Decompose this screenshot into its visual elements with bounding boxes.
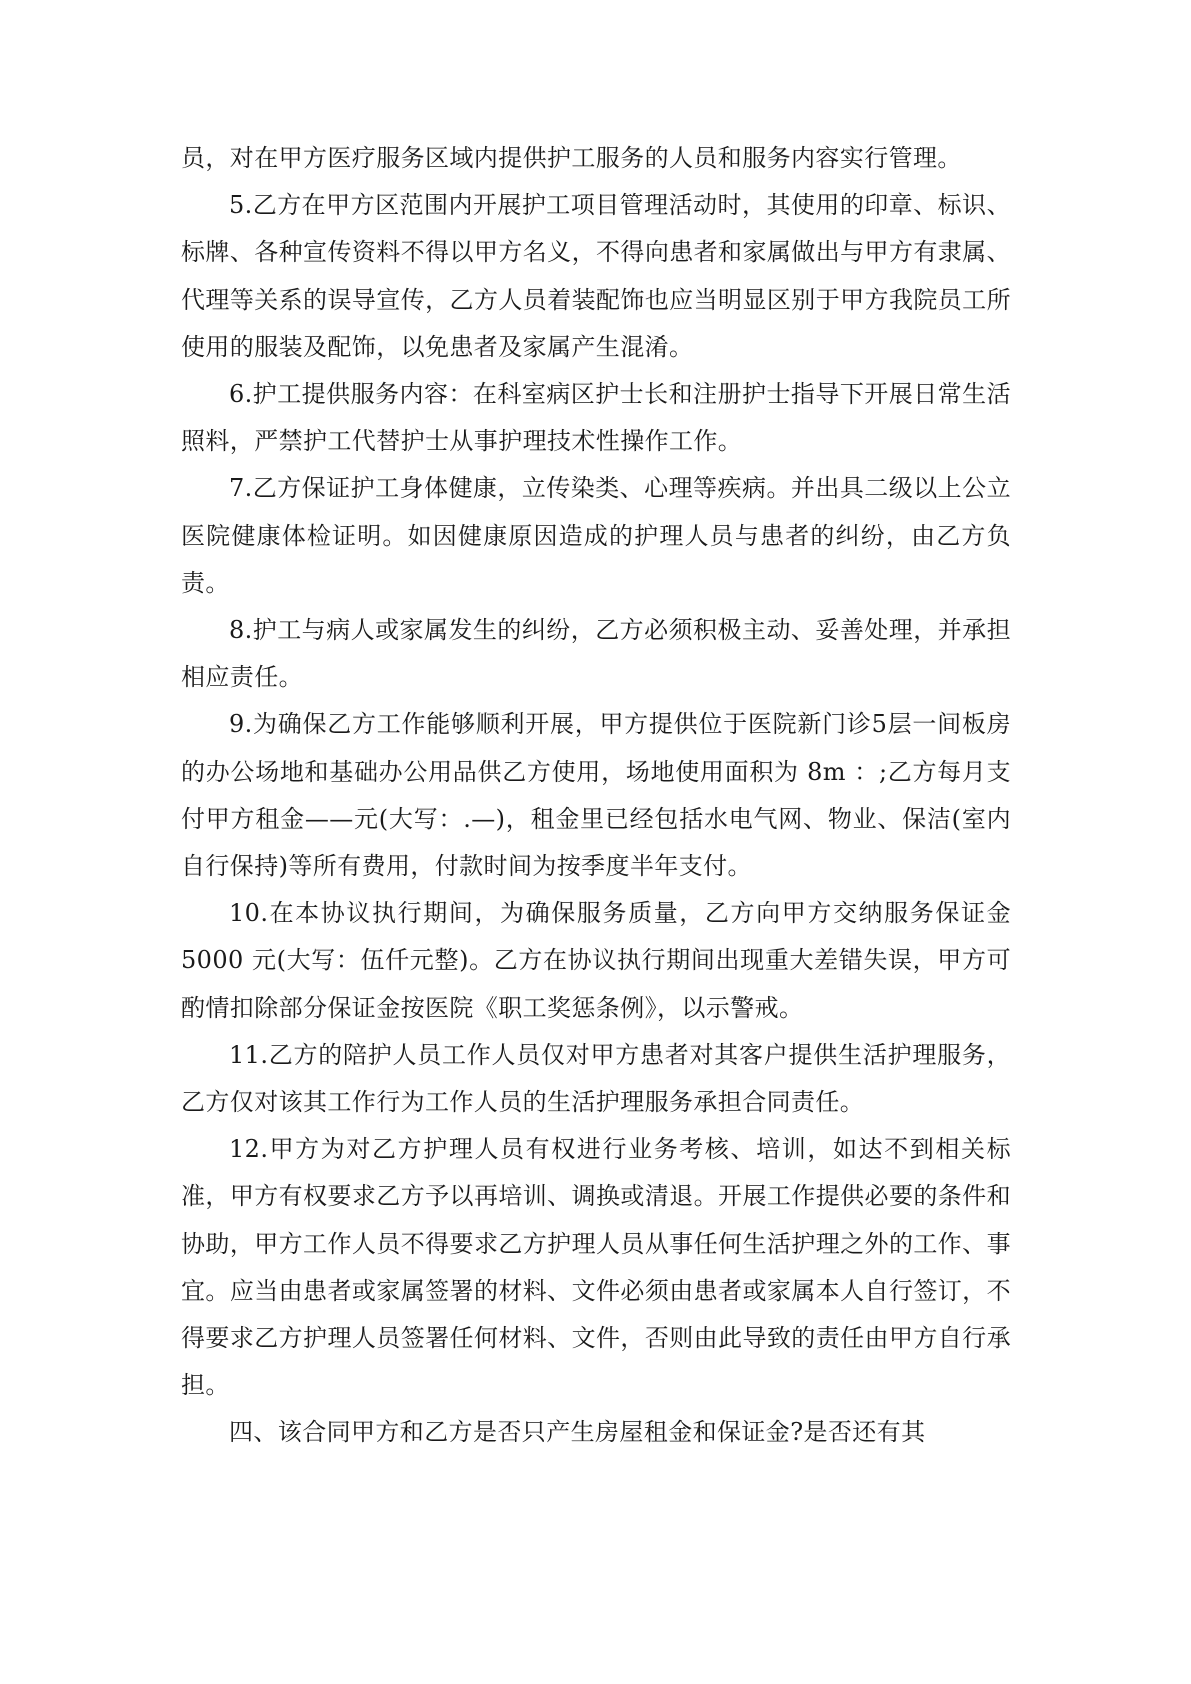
paragraph-continuation: 员，对在甲方医疗服务区域内提供护工服务的人员和服务内容实行管理。 <box>181 144 962 172</box>
paragraph-item-11: 11.乙方的陪护人员工作人员仅对甲方患者对其客户提供生活护理服务，乙方仅对该其工作行为工作人员的生活护理服务承担合同责任。 <box>181 1040 1011 1117</box>
paragraph-item-8: 8.护工与病人或家属发生的纠纷，乙方必须积极主动、妥善处理，并承担相应责任。 <box>181 616 1011 692</box>
paragraph-item-7: 7.乙方保证护工身体健康，立传染类、心理等疾病。并出具二级以上公立医院健康体检证明。如因健康原因造成的护理人员与患者的纠纷，由乙方负责。 <box>181 474 1011 597</box>
paragraph-section-four: 四、该合同甲方和乙方是否只产生房屋租金和保证金?是否还有其 <box>229 1418 926 1447</box>
document-body <box>181 135 1011 1457</box>
paragraph-item-10: 10.在本协议执行期间，为确保服务质量，乙方向甲方交纳服务保证金 5000 元(大写：伍仟元整)。乙方在协议执行期间出现重大差错失误，甲方可酌情扣除部分保证金按医院《职工奖惩条例》，以示警戒。 <box>181 899 1011 1022</box>
paragraph-item-5: 5.乙方在甲方区范围内开展护工项目管理活动时，其使用的印章、标识、标牌、各种宣传资料不得以甲方名义，不得向患者和家属做出与甲方有隶属、代理等关系的误导宣传，乙方人员着装配饰也应当明显区别于甲方我院员工所使用的服装及配饰，以免患者及家属产生混淆。 <box>181 191 1011 361</box>
paragraph-item-6: 6.护工提供服务内容：在科室病区护士长和注册护士指导下开展日常生活照料，严禁护工代替护士从事护理技术性操作工作。 <box>181 380 1011 456</box>
paragraph-item-9: 9.为确保乙方工作能够顺利开展，甲方提供位于医院新门诊5层一间板房的办公场地和基础办公用品供乙方使用，场地使用面积为 8m ：;乙方每月支付甲方租金——元(大写：.—)，租金里已经包括水电气网、物业、保洁(室内自行保持)等所有费用，付款时间为按季度半年支付。 <box>181 710 1011 881</box>
paragraph-item-12: 12.甲方为对乙方护理人员有权进行业务考核、培训，如达不到相关标准，甲方有权要求乙方予以再培训、调换或清退。开展工作提供必要的条件和协助，甲方工作人员不得要求乙方护理人员从事任何生活护理之外的工作、事宜。应当由患者或家属签署的材料、文件必须由患者或家属本人自行签订，不得要求乙方护理人员签署任何材料、文件，否则由此导致的责任由甲方自行承担。 <box>181 1135 1011 1400</box>
